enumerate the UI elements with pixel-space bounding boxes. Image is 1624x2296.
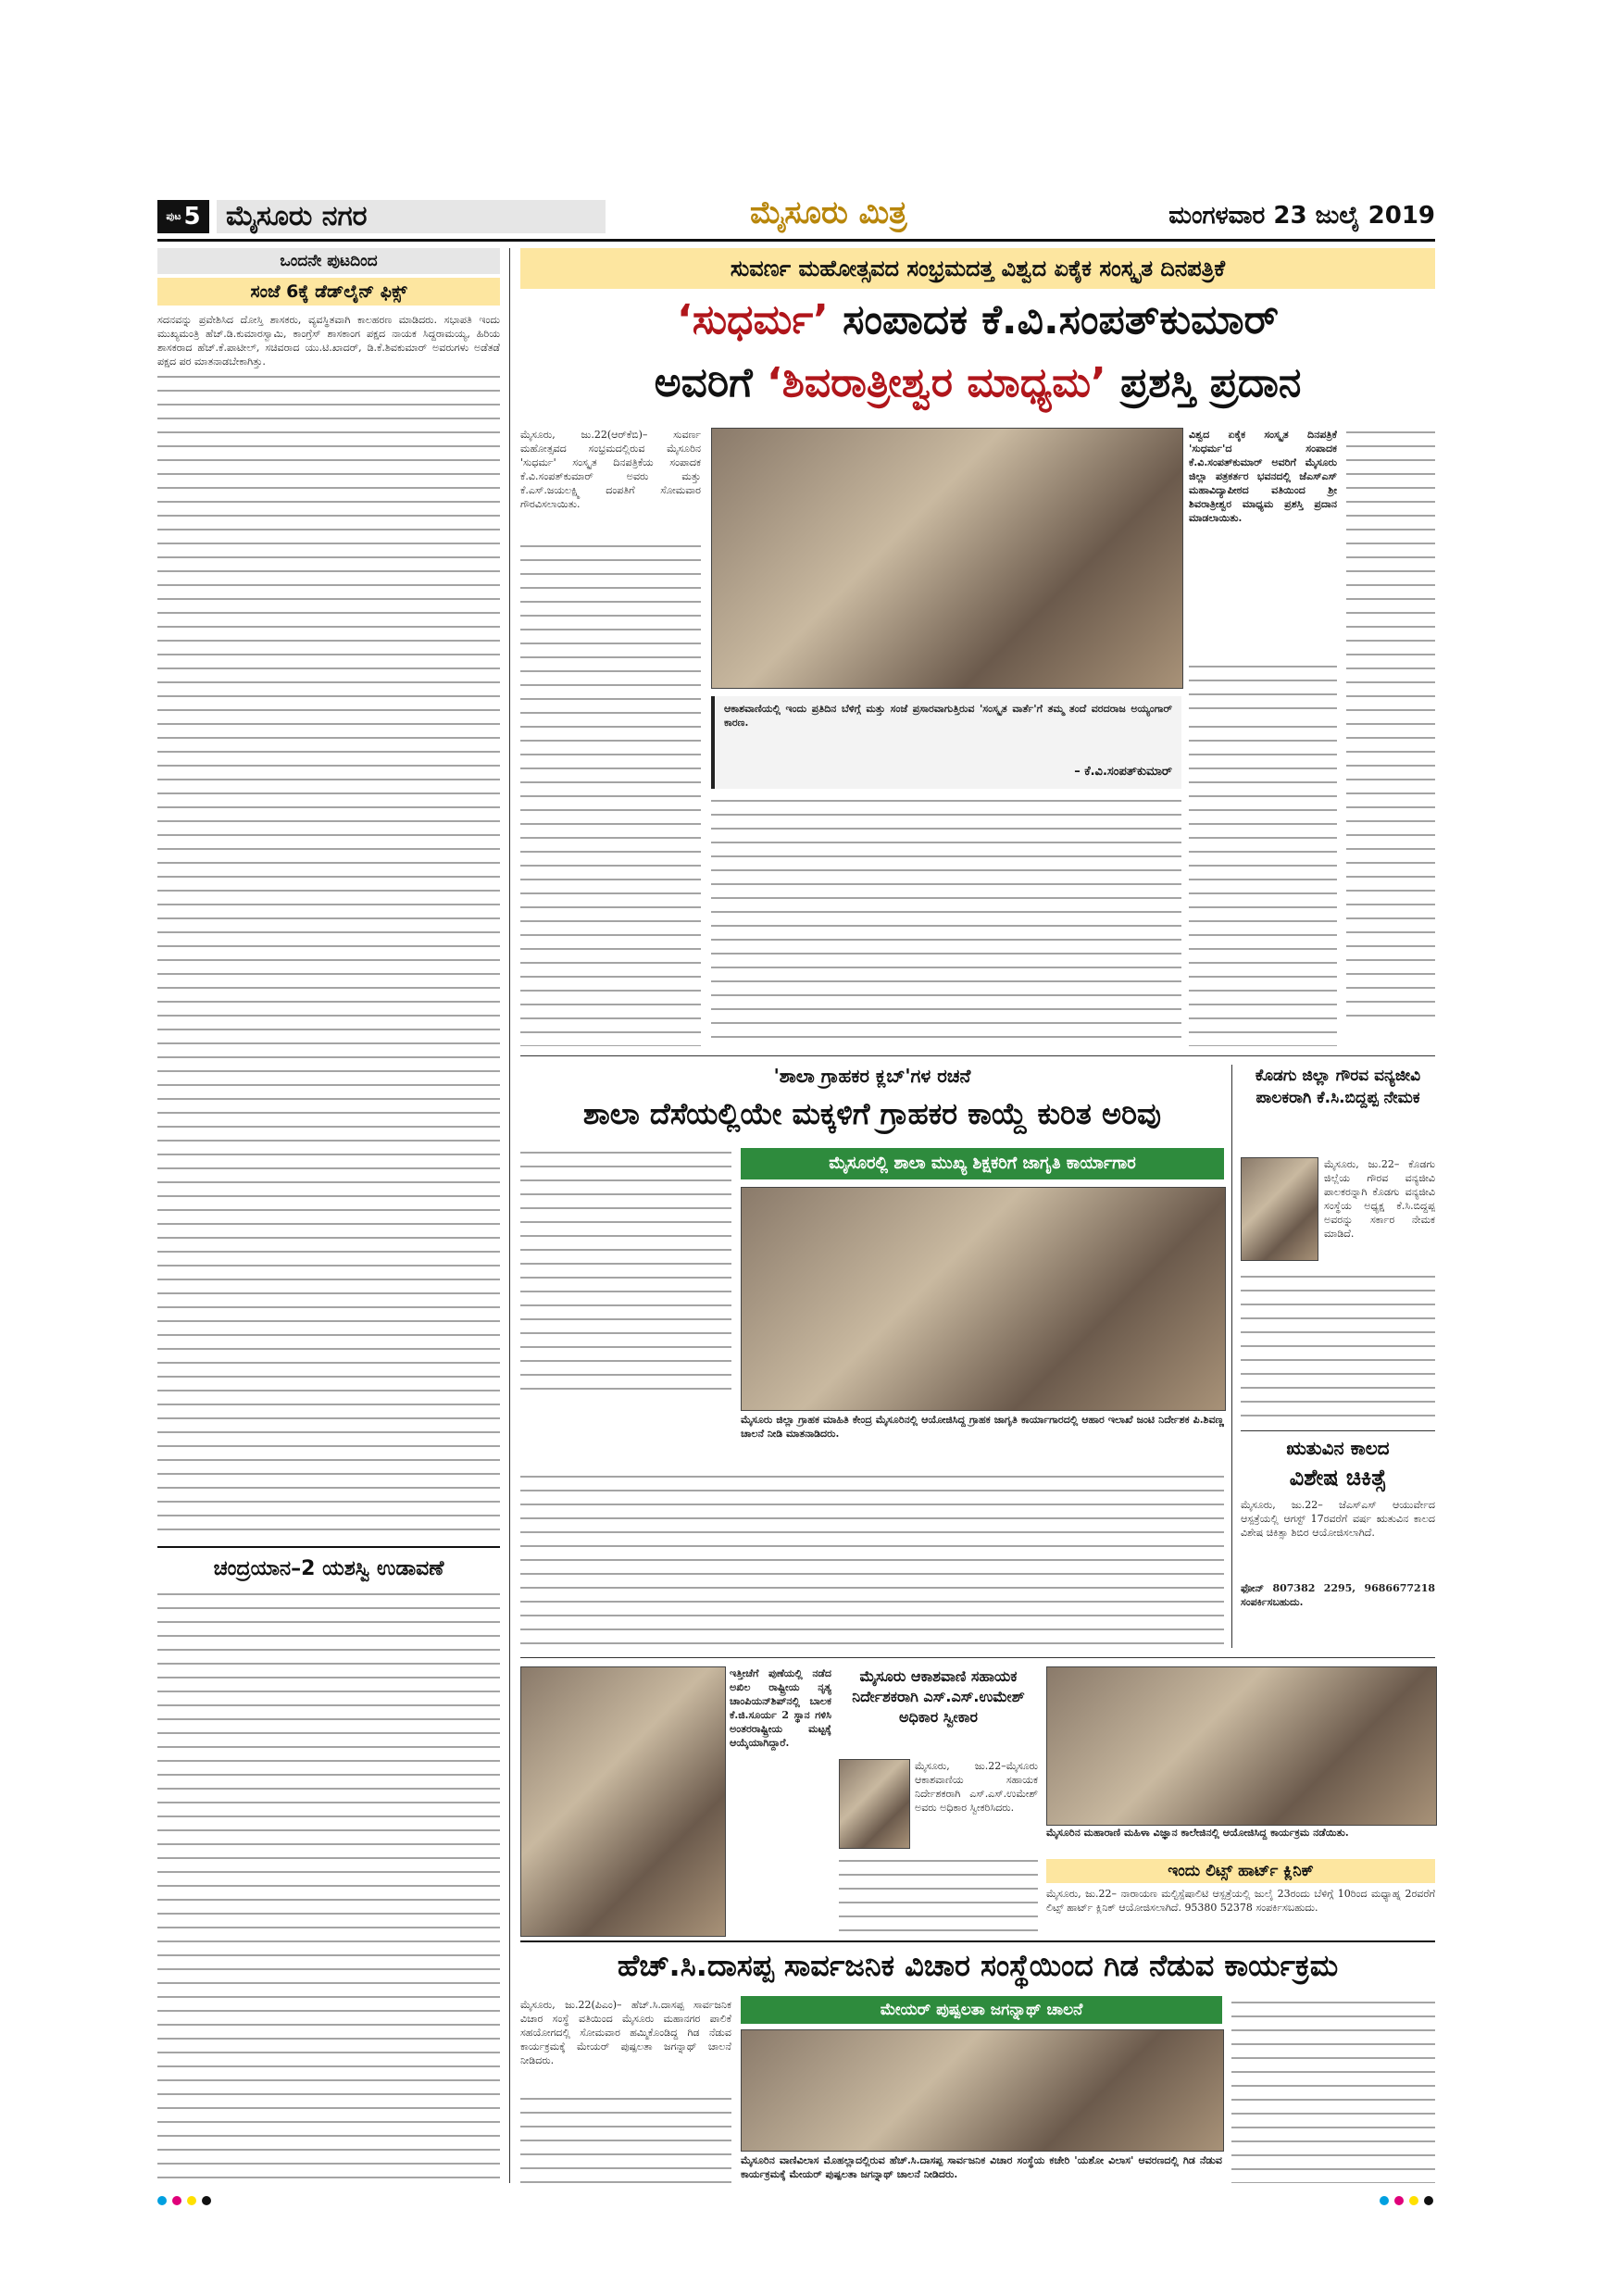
workshop-photo [741,1187,1226,1411]
school-story-headline: ಶಾಲಾ ದೆಸೆಯಲ್ಲಿಯೇ ಮಕ್ಕಳಿಗೆ ಗ್ರಾಹಕರ ಕಾಯ್ದೆ ಕುರಿತ ಅರಿವು [582,1096,1162,1131]
cyan-dot-right [1380,2196,1389,2205]
paper-name: ಮೈಸೂರು ಮಿತ್ರ [750,194,907,231]
masthead-rule [157,239,1435,242]
pull-quote-author: – ಕೆ.ವಿ.ಸಂಪತ್‌ಕುಮಾರ್ [1074,765,1172,779]
magenta-dot [172,2196,181,2205]
school-story-body-bottom [520,1472,1224,1648]
akashvani-headline: ಮೈಸೂರು ಆಕಾಶವಾಣಿ ಸಹಾಯಕ ನಿರ್ದೇಶಕರಾಗಿ ಎಸ್.ಎಸ್.ಉಮೇಶ್ ಅಧಿಕಾರ ಸ್ವೀಕಾರ [852,1667,1025,1726]
pull-quote-text: ಆಕಾಶವಾಣಿಯಲ್ಲಿ ಇಂದು ಪ್ರತಿದಿನ ಬೆಳಿಗ್ಗೆ ಮತ್ತು ಸಂಜೆ ಪ್ರಸಾರವಾಗುತ್ತಿರುವ 'ಸಂಸ್ಕೃತ ವಾರ್ತೆ'ಗೆ ತಮ್ಮ ತಂದೆ ವರದರಾಜ ಅಯ್ಯಂಗಾರ್ ಕಾರಣ. [724,703,1172,729]
top-story-banner: ಸುವರ್ಣ ಮಹೋತ್ಸವದ ಸಂಭ್ರಮದತ್ತ ವಿಶ್ವದ ಏಕೈಕ ಸಂಸ್ಕೃತ ದಿನಪತ್ರಿಕೆ [520,248,1435,289]
chandrayaan-body-text [157,1590,500,2182]
chandrayaan-headline: ಚಂದ್ರಯಾನ–2 ಯಶಸ್ವಿ ಉಡಾವಣೆ [157,1546,500,1590]
kodagu-body [1241,1272,1435,1420]
issue-date: ಮಂಗಳವಾರ 23 ಜುಲೈ 2019 [1168,202,1435,230]
page-number: 5 [183,203,201,231]
column-divider [509,248,510,2183]
bidappa-photo [1241,1157,1318,1261]
bottom-story-dateline: ಮೈಸೂರು, ಜು.22(ಪಿಎಂ)– ಹೆಚ್.ಸಿ.ದಾಸಪ್ಪ ಸಾರ್ವಜನಿಕ ವಿಚಾರ ಸಂಸ್ಥೆ ವತಿಯಿಂದ ಮೈಸೂರು ಮಹಾನಗರ ಪಾಲಿಕೆ ಸಹಯೋಗದಲ್ಲಿ ಸೋಮವಾರ ಹಮ್ಮಿಕೊಂಡಿದ್ದ ಗಿಡ ನೆಡುವ ಕಾರ್ಯಕ್ರಮಕ್ಕೆ ಮೇಯರ್ ಪುಷ್ಪಲತಾ ಜಗನ್ನಾಥ್ ಚಾಲನೆ ನೀಡಿದರು. [520,1999,731,2066]
top-story-dateline: ಮೈಸೂರು, ಜು.22(ಆರ್‌ಕೆಬಿ)– ಸುವರ್ಣ ಮಹೋತ್ಸವದ ಸಂಭ್ರಮದಲ್ಲಿರುವ ಮೈಸೂರಿನ 'ಸುಧರ್ಮ' ಸಂಸ್ಕೃತ ದಿನಪತ್ರಿಕೆಯ ಸಂಪಾದಕ ಕೆ.ವಿ.ಸಂಪತ್‌ಕುಮಾರ್ ಅವರು ಮತ್ತು ಕೆ.ಎಸ್.ಜಯಲಕ್ಷ್ಮಿ ದಂಪತಿಗೆ ಸೋಮವಾರ ಗೌರವಿಸಲಾಯಿತು. [520,429,701,510]
top-story-body-col3 [1189,722,1337,1046]
magenta-dot-right [1394,2196,1404,2205]
cyan-dot [157,2196,167,2205]
award-photo-caption: ವಿಶ್ವದ ಏಕೈಕ ಸಂಸ್ಕೃತ ದಿನಪತ್ರಿಕೆ 'ಸುಧರ್ಮ'ದ ಸಂಪಾದಕ ಕೆ.ವಿ.ಸಂಪತ್‌ಕುಮಾರ್ ಅವರಿಗೆ ಮೈಸೂರು ಜಿಲ್ಲಾ ಪತ್ರಕರ್ತರ ಭವನದಲ್ಲಿ ಜೆಎಸ್ಎಸ್ ಮಹಾವಿದ್ಯಾಪೀಠದ ವತಿಯಿಂದ ಶ್ರೀ ಶಿವರಾತ್ರೀಶ್ವರ ಮಾಧ್ಯಮ ಪ್ರಶಸ್ತಿ ಪ್ರದಾನ ಮಾಡಲಾಯಿತು. [1189,429,1337,524]
black-dot-right [1424,2196,1433,2205]
seasonal-phone: ಫೋನ್ 807382 2295, 9686677218 ಸಂಪರ್ಕಿಸಬಹುದು. [1241,1582,1435,1608]
print-registration-marks [157,2196,1435,2209]
award-ceremony-photo [711,428,1183,689]
bottom-rule [520,1940,1435,1942]
top-story-headline-line1 [520,296,1435,352]
kodagu-text: ಮೈಸೂರು, ಜು.22– ಕೊಡಗು ಜಿಲ್ಲೆಯ ಗೌರವ ವನ್ಯಜೀವಿ ಪಾಲಕರನ್ನಾಗಿ ಕೊಡಗು ವನ್ಯಜೀವಿ ಸಂಸ್ಥೆಯ ಅಧ್ಯಕ್ಷ ಕೆ.ಸಿ.ಬಿದ್ದಪ್ಪ ಅವರನ್ನು ಸರ್ಕಾರ ನೇಮಕ ಮಾಡಿದೆ. [1324,1158,1435,1240]
school-story-subhead: ಮೈಸೂರಲ್ಲಿ ಶಾಲಾ ಮುಖ್ಯ ಶಿಕ್ಷಕರಿಗೆ ಜಾಗೃತಿ ಕಾರ್ಯಾಗಾರ [741,1148,1224,1179]
sidebar-rule [1241,1430,1435,1431]
akashvani-body [839,1856,1038,1935]
college-event-photo [1046,1666,1437,1826]
bottom-story-headline: ಹೆಚ್.ಸಿ.ದಾಸಪ್ಪ ಸಾರ್ವಜನಿಕ ವಿಚಾರ ಸಂಸ್ಥೆಯಿಂದ ಗಿಡ ನೆಡುವ ಕಾರ್ಯಕ್ರಮ [617,1948,1339,1983]
bottom-story-subhead: ಮೇಯರ್ ಪುಷ್ಪಲತಾ ಜಗನ್ನಾಥ್ ಚಾಲನೆ [741,1996,1222,2024]
seasonal-headline-2: ವಿಶೇಷ ಚಿಕಿತ್ಸೆ [1289,1465,1387,1491]
black-dot [202,2196,211,2205]
school-story-kicker: 'ಶಾಲಾ ಗ್ರಾಹಕರ ಕ್ಲಬ್'ಗಳ ರಚನೆ [773,1065,971,1087]
left-body-text [157,372,500,1539]
kodagu-box [1241,1065,1435,1426]
top-story-body-col4 [1346,428,1435,1020]
heart-clinic-text: ಮೈಸೂರು, ಜು.22– ನಾರಾಯಣ ಮಲ್ಟಿಸ್ಪೆಷಾಲಿಟಿ ಆಸ್ಪತ್ರೆಯಲ್ಲಿ ಜುಲೈ 23ರಂದು ಬೆಳಿಗ್ಗೆ 10ರಿಂದ ಮಧ್ಯಾಹ್ನ 2ರವರೆಗೆ ಲಿಟ್ಸ್ ಹಾರ್ಟ್ ಕ್ಲಿನಿಕ್ ಆಯೋಜಿಸಲಾಗಿದೆ. 95380 52378 ಸಂಪರ್ಕಿಸಬಹುದು. [1046,1888,1435,1914]
akashvani-box [839,1666,1038,1935]
caption-continuation [1189,662,1337,713]
seasonal-treatment-box [1241,1437,1435,1650]
akashvani-text: ಮೈಸೂರು, ಜು.22–ಮೈಸೂರು ಆಕಾಶವಾಣಿಯ ಸಹಾಯಕ ನಿರ್ದೇಶಕರಾಗಿ ಎಸ್.ಎಸ್.ಉಮೇಶ್ ಅವರು ಅಧಿಕಾರ ಸ್ವೀಕರಿಸಿದರು. [915,1760,1038,1814]
kodagu-headline: ಕೊಡಗು ಜಿಲ್ಲಾ ಗೌರವ ವನ್ಯಜೀವಿ ಪಾಲಕರಾಗಿ ಕೆ.ಸಿ.ಬಿದ್ದಪ್ಪ ನೇಮಕ [1255,1067,1421,1107]
headline-line1-rest: ಸಂಪಾದಕ ಕೆ.ವಿ.ಸಂಪತ್‌ಕುಮಾರ್ [843,296,1280,343]
left-headline: ಸಂಜೆ 6ಕ್ಕೆ ಡೆಡ್‌ಲೈನ್ ಫಿಕ್ಸ್ [157,278,500,306]
top-story-headline-line2 [520,359,1435,417]
top-story-body-col1 [520,542,701,1046]
heart-clinic-headline: ಇಂದು ಲಿಟ್ಸ್ ಹಾರ್ಟ್ ಕ್ಲಿನಿಕ್ [1046,1859,1435,1883]
seasonal-text: ಮೈಸೂರು, ಜು.22– ಜೆಎಸ್ಎಸ್ ಆಯುರ್ವೇದ ಆಸ್ಪತ್ರೆಯಲ್ಲಿ ಆಗಸ್ಟ್ 17ರವರೆಗೆ ವರ್ಷ ಋತುವಿನ ಕಾಲದ ವಿಶೇಷ ಚಿಕಿತ್ಸಾ ಶಿಬಿರ ಆಯೋಜಿಸಲಾಗಿದೆ. [1241,1499,1435,1539]
left-column [157,248,500,2183]
bottom-story-body-left [520,2094,731,2183]
left-lead-text: ಸದನವನ್ನು ಪ್ರವೇಶಿಸಿದ ದೋಸ್ತಿ ಶಾಸಕರು, ವ್ಯವಸ್ಥಿತವಾಗಿ ಕಾಲಹರಣ ಮಾಡಿದರು. ಸಭಾಪತಿ ಇಂದು ಮುಖ್ಯಮಂತ್ರಿ ಹೆಚ್.ಡಿ.ಕುಮಾರಸ್ವಾಮಿ, ಕಾಂಗ್ರೆಸ್ ಶಾಸಕಾಂಗ ಪಕ್ಷದ ನಾಯಕ ಸಿದ್ದರಾಮಯ್ಯ, ಹಿರಿಯ ಶಾಸಕರಾದ ಹೆಚ್.ಕೆ.ಪಾಟೀಲ್, ಸಚಿವರಾದ ಯು.ಟಿ.ಖಾದರ್, ಡಿ.ಕೆ.ಶಿವಕುಮಾರ್ ಅವರುಗಳು ಅಡೆತಡೆ ಪಕ್ಷದ ಪರ ಮಾತನಾಡಬೇಕಾಗಿತ್ತು. [157,314,500,368]
headline-line2-rest: ಪ್ರಶಸ್ತಿ ಪ್ರದಾನ [1120,359,1302,406]
kid-box-text: ಇತ್ತೀಚೆಗೆ ಪುಣೆಯಲ್ಲಿ ನಡೆದ ಅಖಿಲ ರಾಷ್ಟ್ರೀಯ ನೃತ್ಯ ಚಾಂಪಿಯನ್‌ಶಿಪ್‌ನಲ್ಲಿ ಬಾಲಕ ಕೆ.ಜಿ.ಸೂರ್ಯ 2 ಸ್ಥಾನ ಗಳಿಸಿ ಅಂತರರಾಷ್ಟ್ರೀಯ ಮಟ್ಟಕ್ಕೆ ಆಯ್ಕೆಯಾಗಿದ್ದಾರೆ. [730,1667,831,1749]
middle-rule [520,1657,1435,1658]
top-story-rule [520,1055,1435,1056]
headline-line2-start: ಅವರಿಗೆ [654,359,753,406]
workshop-photo-caption: ಮೈಸೂರು ಜಿಲ್ಲಾ ಗ್ರಾಹಕ ಮಾಹಿತಿ ಕೇಂದ್ರ ಮೈಸೂರಿನಲ್ಲಿ ಆಯೋಜಿಸಿದ್ದ ಗ್ರಾಹಕ ಜಾಗೃತಿ ಕಾರ್ಯಾಗಾರದಲ್ಲಿ ಆಹಾರ ಇಲಾಖೆ ಜಂಟಿ ನಿರ್ದೇಶಕ ಪಿ.ಶಿವಣ್ಣ ಚಾಲನೆ ನೀಡಿ ಮಾತನಾಡಿದರು. [741,1414,1224,1440]
section-title: ಮೈಸೂರು ನಗರ [217,200,606,233]
yellow-dot-right [1409,2196,1418,2205]
page-label: ಪುಟ [166,210,181,222]
page-number-badge [157,200,209,233]
bottom-story-body-right [1231,1998,1435,2183]
continued-label: ಒಂದನೇ ಪುಟದಿಂದ [157,248,500,274]
award-title: ‘ಶಿವರಾತ್ರೀಶ್ವರ ಮಾಧ್ಯಮ’ [767,359,1106,406]
top-story-body-middle [711,796,1181,1046]
tree-planting-photo [741,2029,1224,2152]
yellow-dot [187,2196,196,2205]
sidebar-divider [1231,1065,1232,1648]
trophy-photo [520,1666,726,1937]
umesh-photo [839,1759,910,1849]
school-story-body-left [520,1148,731,1398]
masthead [157,194,1435,239]
sudharma-title: ‘ಸುಧರ್ಮ’ [676,296,829,343]
tree-planting-caption: ಮೈಸೂರಿನ ವಾಣಿವಿಲಾಸ ಮೊಹಲ್ಲಾದಲ್ಲಿರುವ ಹೆಚ್.ಸಿ.ದಾಸಪ್ಪ ಸಾರ್ವಜನಿಕ ವಿಚಾರ ಸಂಸ್ಥೆಯ ಕಚೇರಿ 'ಯಶೋ ವಿಲಾಸ' ಆವರಣದಲ್ಲಿ ಗಿಡ ನೆಡುವ ಕಾರ್ಯಕ್ರಮಕ್ಕೆ ಮೇಯರ್ ಪುಷ್ಪಲತಾ ಜಗನ್ನಾಥ್ ಚಾಲನೆ ನೀಡಿದರು. [741,2154,1222,2180]
pull-quote [711,696,1181,789]
seasonal-headline-1: ಋತುವಿನ ಕಾಲದ [1286,1437,1390,1459]
college-photo-caption: ಮೈಸೂರಿನ ಮಹಾರಾಣಿ ಮಹಿಳಾ ವಿಜ್ಞಾನ ಕಾಲೇಜಿನಲ್ಲಿ ಆಯೋಜಿಸಿದ್ದ ಕಾರ್ಯಕ್ರಮ ನಡೆಯಿತು. [1046,1827,1349,1839]
